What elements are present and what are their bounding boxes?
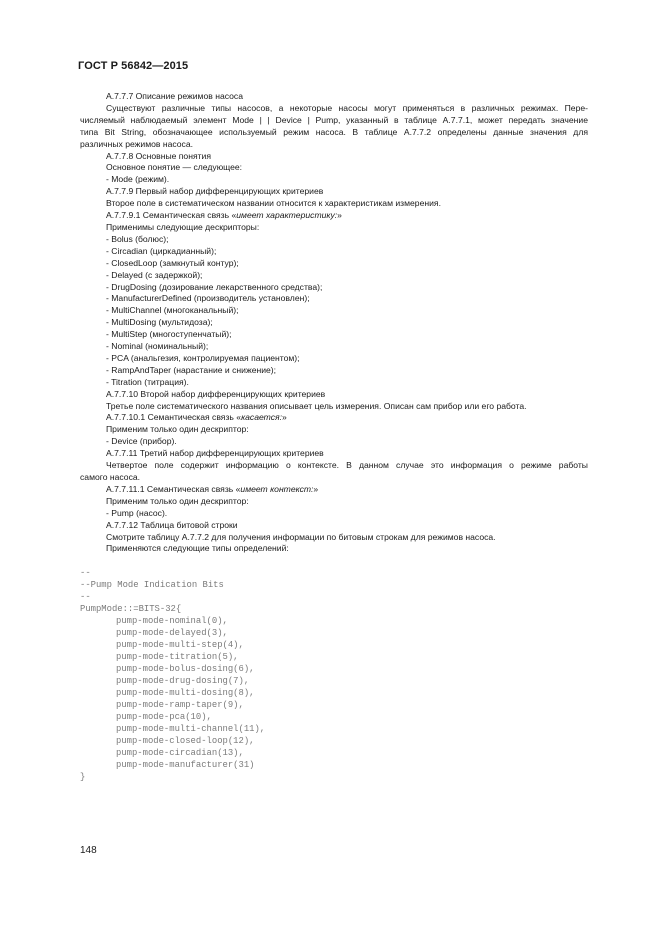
subsection-heading: [80, 412, 588, 424]
paragraph-line: различных режимов насоса.: [80, 138, 194, 149]
paragraph-line: Применим только один дескриптор:: [106, 424, 249, 435]
heading-suffix: »: [282, 412, 287, 423]
heading-suffix: »: [337, 210, 342, 221]
heading-italic: имеет характеристику:: [236, 210, 338, 221]
section-heading: А.7.7.11 Третий набор дифференцирующих критериев: [106, 448, 324, 459]
descriptor-item: - MultiDosing (мультидоза);: [106, 317, 213, 328]
code-member-line: pump-mode-drug-dosing(7),: [116, 676, 250, 686]
heading-prefix: А.7.7.10.1 Семантическая связь «: [106, 412, 242, 423]
heading-prefix: А.7.7.9.1 Семантическая связь «: [106, 210, 237, 221]
code-member-line: pump-mode-manufacturer(31): [116, 760, 255, 770]
descriptor-item: - Circadian (циркадианный);: [106, 245, 217, 256]
descriptor-item: - Nominal (номинальный);: [106, 341, 209, 352]
descriptor-item: - ClosedLoop (замкнутый контур);: [106, 257, 239, 268]
paragraph-line: Основное понятие — следующее:: [106, 162, 243, 173]
code-closing-brace: }: [80, 772, 86, 782]
paragraph-line: Применимы следующие дескрипторы:: [106, 221, 260, 232]
section-heading: A.7.7.7 Описание режимов насоса: [106, 91, 243, 101]
descriptor-item: - ManufacturerDefined (производитель установлен);: [106, 293, 310, 304]
code-member-line: pump-mode-multi-dosing(8),: [116, 688, 255, 698]
document-body: [80, 91, 588, 555]
descriptor-item: - Titration (титрация).: [106, 376, 189, 387]
paragraph-line: Смотрите таблицу А.7.7.2 для получения информации по битовым строкам для режимов насоса.: [106, 531, 496, 542]
code-line: --: [80, 592, 91, 602]
code-member-line: pump-mode-multi-channel(11),: [116, 724, 266, 734]
descriptor-item: - DrugDosing (дозирование лекарственного средства);: [106, 281, 323, 292]
descriptor-item: - MultiStep (многоступенчатый);: [106, 329, 232, 340]
code-member-line: pump-mode-nominal(0),: [116, 616, 228, 626]
descriptor-list: [80, 234, 588, 389]
descriptor-item: - MultiChannel (многоканальный);: [106, 305, 239, 316]
paragraph-line: Третье поле систематического названия описывает цель измерения. Описан сам прибор или его работа.: [106, 400, 527, 411]
paragraph-line: Существуют различные типы насосов, а некоторые насосы могут применяться в различных режимах. Пере-: [106, 102, 588, 113]
code-block: [80, 567, 265, 783]
code-member-line: pump-mode-circadian(13),: [116, 748, 244, 758]
paragraph-line: Четвертое поле содержит информацию о контексте. В данном случае это информация о режиме работы: [106, 460, 588, 471]
section-heading: А.7.7.12 Таблица битовой строки: [106, 519, 238, 530]
heading-italic: касается:: [241, 412, 282, 423]
page-number: 148: [80, 845, 97, 856]
subsection-heading: [80, 210, 588, 222]
section-heading: А.7.7.9 Первый набор дифференцирующих критериев: [106, 186, 324, 197]
section-heading: А.7.7.10 Второй набор дифференцирующих критериев: [106, 388, 326, 399]
paragraph-line: Применим только один дескриптор:: [106, 495, 249, 506]
paragraph-line: самого насоса.: [80, 472, 141, 482]
code-member-line: pump-mode-delayed(3),: [116, 628, 228, 638]
list-item: - Mode (режим).: [106, 174, 170, 185]
document-header: ГОСТ Р 56842—2015: [78, 60, 189, 72]
subsection-heading: [80, 484, 588, 496]
code-line: PumpMode::=BITS-32{: [80, 604, 182, 614]
paragraph-line: Второе поле в систематическом названии относится к характеристикам измерения.: [106, 198, 441, 209]
code-member-line: pump-mode-multi-step(4),: [116, 640, 244, 650]
code-member-line: pump-mode-pca(10),: [116, 712, 212, 722]
descriptor-item: - PCA (анальгезия, контролируемая пациентом);: [106, 352, 300, 363]
heading-italic: имеет контекст:: [240, 483, 314, 494]
heading-prefix: А.7.7.11.1 Семантическая связь «: [106, 483, 241, 494]
code-member-line: pump-mode-ramp-taper(9),: [116, 700, 244, 710]
code-member-line: pump-mode-closed-loop(12),: [116, 736, 255, 746]
section-heading: А.7.7.8 Основные понятия: [106, 150, 212, 161]
paragraph-line: Применяются следующие типы определений:: [106, 543, 289, 554]
descriptor-item: - RampAndTaper (нарастание и снижение);: [106, 364, 277, 375]
paragraph-line: числяемый наблюдаемый элемент Mode | | Device | Pump, указанный в таблице А.7.7.1, может передать значение: [80, 114, 588, 125]
code-line: --Pump Mode Indication Bits: [80, 580, 224, 590]
code-member-line: pump-mode-titration(5),: [116, 652, 239, 662]
code-line: --: [80, 568, 91, 578]
list-item: - Device (прибор).: [106, 436, 177, 447]
heading-suffix: »: [313, 483, 319, 494]
list-item: - Pump (насос).: [106, 507, 168, 518]
descriptor-item: - Delayed (с задержкой);: [106, 269, 203, 280]
code-member-line: pump-mode-bolus-dosing(6),: [116, 664, 255, 674]
paragraph-line: типа Bit String, обозначающее используемый режим насоса. В таблице А.7.7.2 определены данные значения для: [80, 126, 588, 137]
descriptor-item: - Bolus (болюс);: [106, 233, 169, 244]
